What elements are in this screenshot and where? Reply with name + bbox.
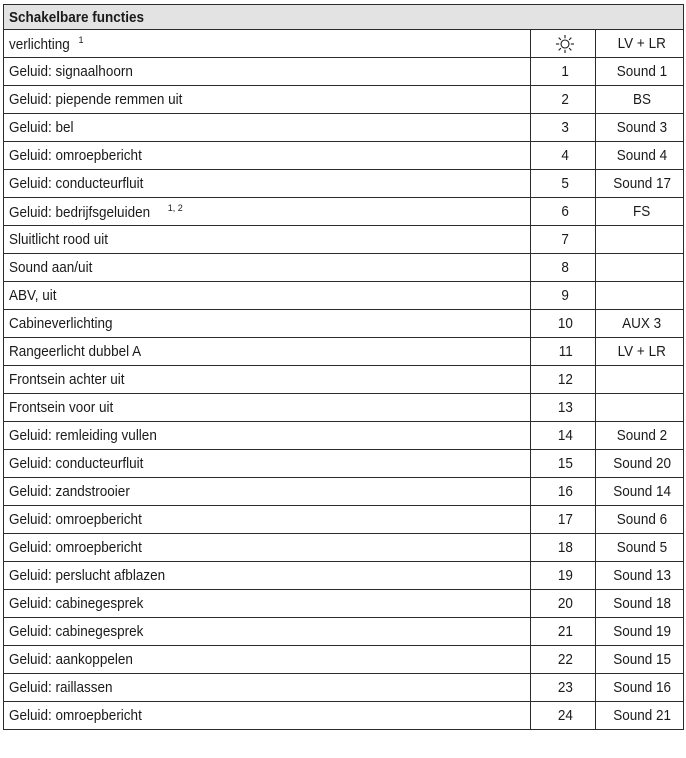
function-output: Sound 6 [616, 511, 667, 528]
table-row [4, 282, 684, 310]
function-label: Geluid: conducteurfluit [9, 455, 144, 472]
footnote-marker: 1 [78, 34, 84, 45]
function-label-cell [4, 590, 531, 618]
function-label: Geluid: zandstrooier [9, 483, 130, 500]
functions-sheet [0, 4, 686, 730]
function-number-cell [531, 254, 595, 282]
function-label: Geluid: omroepbericht [9, 539, 142, 556]
function-output: LV + LR [617, 343, 666, 360]
function-output-cell [595, 86, 683, 114]
function-label-cell [4, 506, 531, 534]
function-label-cell [4, 254, 531, 282]
function-number-cell [531, 534, 595, 562]
function-label-cell [4, 534, 531, 562]
table-row [4, 226, 684, 254]
functions-table [3, 4, 684, 730]
function-label: ABV, uit [9, 287, 57, 304]
function-output: Sound 20 [612, 455, 671, 472]
function-number-cell [531, 478, 595, 506]
function-number: 5 [561, 175, 570, 192]
function-number: 24 [557, 707, 573, 724]
function-number: 23 [557, 679, 573, 696]
function-label-cell [4, 170, 531, 198]
function-number-cell [531, 310, 595, 338]
function-number: 14 [557, 427, 573, 444]
function-label: Geluid: conducteurfluit [9, 175, 144, 192]
function-number-cell [531, 562, 595, 590]
function-output-cell [595, 254, 683, 282]
function-label-cell [4, 366, 531, 394]
function-label: Geluid: piepende remmen uit [9, 91, 183, 108]
function-number: 17 [557, 511, 573, 528]
function-output: Sound 13 [612, 567, 671, 584]
function-label: Sound aan/uit [9, 259, 93, 276]
function-output-cell [595, 422, 683, 450]
function-number: 11 [558, 343, 573, 360]
function-number: 22 [557, 651, 573, 668]
function-label: Geluid: cabinegesprek [9, 623, 144, 640]
function-output-cell [595, 58, 683, 86]
function-number: 16 [557, 483, 573, 500]
table-row [4, 366, 684, 394]
function-number-cell [531, 674, 595, 702]
table-row [4, 562, 684, 590]
function-label: Frontsein voor uit [9, 399, 114, 416]
table-title-row [4, 5, 684, 30]
function-output-cell [595, 534, 683, 562]
function-number: 12 [557, 371, 573, 388]
table-row [4, 170, 684, 198]
table-title: Schakelbare functies [9, 8, 145, 26]
function-number-cell [531, 30, 595, 58]
function-label: Geluid: cabinegesprek [9, 595, 144, 612]
function-output: FS [633, 203, 651, 220]
function-number: 6 [561, 203, 570, 220]
function-output-cell [595, 506, 683, 534]
function-number: 8 [561, 259, 570, 276]
function-output: Sound 4 [616, 147, 667, 164]
table-row [4, 86, 684, 114]
function-output-cell [595, 450, 683, 478]
table-row [4, 30, 684, 58]
function-output-cell [595, 198, 683, 226]
function-number-cell [531, 198, 595, 226]
function-label-cell [4, 394, 531, 422]
function-label-cell [4, 562, 531, 590]
function-output-cell [595, 114, 683, 142]
function-output-cell [595, 562, 683, 590]
function-label-cell [4, 30, 531, 58]
function-label-cell [4, 702, 531, 730]
table-row [4, 254, 684, 282]
function-number: 1 [561, 63, 570, 80]
function-number: 7 [561, 231, 570, 248]
function-output: Sound 2 [616, 427, 667, 444]
function-output-cell [595, 142, 683, 170]
function-number-cell [531, 702, 595, 730]
function-output: AUX 3 [622, 315, 662, 332]
function-number-cell [531, 226, 595, 254]
function-number-cell [531, 142, 595, 170]
function-output: BS [632, 91, 651, 108]
function-output: Sound 1 [616, 63, 667, 80]
function-number: 2 [561, 91, 570, 108]
function-output: Sound 5 [616, 539, 667, 556]
function-label: Geluid: raillassen [9, 679, 113, 696]
table-row [4, 674, 684, 702]
function-label: Geluid: omroepbericht [9, 147, 142, 164]
function-number: 20 [557, 595, 573, 612]
function-number-cell [531, 506, 595, 534]
function-label: Geluid: bel [9, 119, 74, 136]
function-number: 18 [557, 539, 573, 556]
function-output: Sound 17 [612, 175, 671, 192]
function-label-cell [4, 450, 531, 478]
function-label: Geluid: omroepbericht [9, 511, 142, 528]
function-label: verlichting [9, 35, 70, 53]
function-output-cell [595, 590, 683, 618]
footnote-marker: 1, 2 [167, 202, 183, 213]
function-output-cell [595, 646, 683, 674]
function-label-cell [4, 58, 531, 86]
function-output-cell [595, 226, 683, 254]
function-output-cell [595, 366, 683, 394]
function-output: Sound 14 [612, 483, 671, 500]
function-output-cell [595, 674, 683, 702]
table-row [4, 534, 684, 562]
function-number-cell [531, 590, 595, 618]
table-title-cell [4, 5, 684, 30]
function-label: Cabineverlichting [9, 315, 113, 332]
function-label-cell [4, 674, 531, 702]
function-output: LV + LR [617, 35, 666, 52]
function-label-cell [4, 478, 531, 506]
table-row [4, 618, 684, 646]
function-label: Geluid: signaalhoorn [9, 63, 133, 80]
function-number: 21 [557, 623, 573, 640]
function-number: 9 [561, 287, 570, 304]
function-label-cell [4, 282, 531, 310]
function-label-cell [4, 338, 531, 366]
function-output: Sound 21 [612, 707, 671, 724]
function-label-cell [4, 646, 531, 674]
function-number-cell [531, 58, 595, 86]
function-label: Sluitlicht rood uit [9, 231, 109, 248]
function-number-cell [531, 422, 595, 450]
table-row [4, 198, 684, 226]
function-output: Sound 19 [612, 623, 671, 640]
table-row [4, 478, 684, 506]
function-output-cell [595, 702, 683, 730]
table-row [4, 338, 684, 366]
light-sun-icon [555, 34, 575, 54]
function-label-cell [4, 310, 531, 338]
table-row [4, 394, 684, 422]
function-number: 10 [557, 315, 573, 332]
function-label: Geluid: perslucht afblazen [9, 567, 166, 584]
function-label-cell [4, 114, 531, 142]
function-number: 13 [557, 399, 573, 416]
function-number-cell [531, 618, 595, 646]
table-row [4, 646, 684, 674]
table-row [4, 450, 684, 478]
function-label-cell [4, 86, 531, 114]
function-number-cell [531, 394, 595, 422]
function-number-cell [531, 338, 595, 366]
function-label: Geluid: bedrijfsgeluiden [9, 203, 151, 221]
function-output: Sound 15 [612, 651, 671, 668]
function-label: Geluid: omroepbericht [9, 707, 142, 724]
function-output-cell [595, 282, 683, 310]
function-number: 19 [557, 567, 573, 584]
function-label: Frontsein achter uit [9, 371, 125, 388]
function-number-cell [531, 170, 595, 198]
function-label-cell [4, 226, 531, 254]
table-row [4, 58, 684, 86]
function-number-cell [531, 646, 595, 674]
table-row [4, 422, 684, 450]
function-label: Geluid: aankoppelen [9, 651, 133, 668]
function-output-cell [595, 30, 683, 58]
function-label-cell [4, 618, 531, 646]
function-number-cell [531, 114, 595, 142]
function-output-cell [595, 338, 683, 366]
function-number: 3 [561, 119, 570, 136]
table-row [4, 590, 684, 618]
function-number-cell [531, 282, 595, 310]
function-number-cell [531, 366, 595, 394]
table-row [4, 506, 684, 534]
function-number: 4 [561, 147, 570, 164]
function-output-cell [595, 478, 683, 506]
function-number-cell [531, 86, 595, 114]
function-label: Geluid: remleiding vullen [9, 427, 157, 444]
table-row [4, 114, 684, 142]
function-output: Sound 18 [612, 595, 671, 612]
function-output: Sound 16 [612, 679, 671, 696]
function-output-cell [595, 310, 683, 338]
function-label-cell [4, 422, 531, 450]
table-row [4, 142, 684, 170]
function-label-cell [4, 142, 531, 170]
function-output: Sound 3 [616, 119, 667, 136]
function-label: Rangeerlicht dubbel A [9, 343, 142, 360]
function-output-cell [595, 170, 683, 198]
table-row [4, 310, 684, 338]
function-output-cell [595, 618, 683, 646]
function-label-cell [4, 198, 531, 226]
function-number-cell [531, 450, 595, 478]
table-row [4, 702, 684, 730]
function-number: 15 [557, 455, 573, 472]
function-output-cell [595, 394, 683, 422]
